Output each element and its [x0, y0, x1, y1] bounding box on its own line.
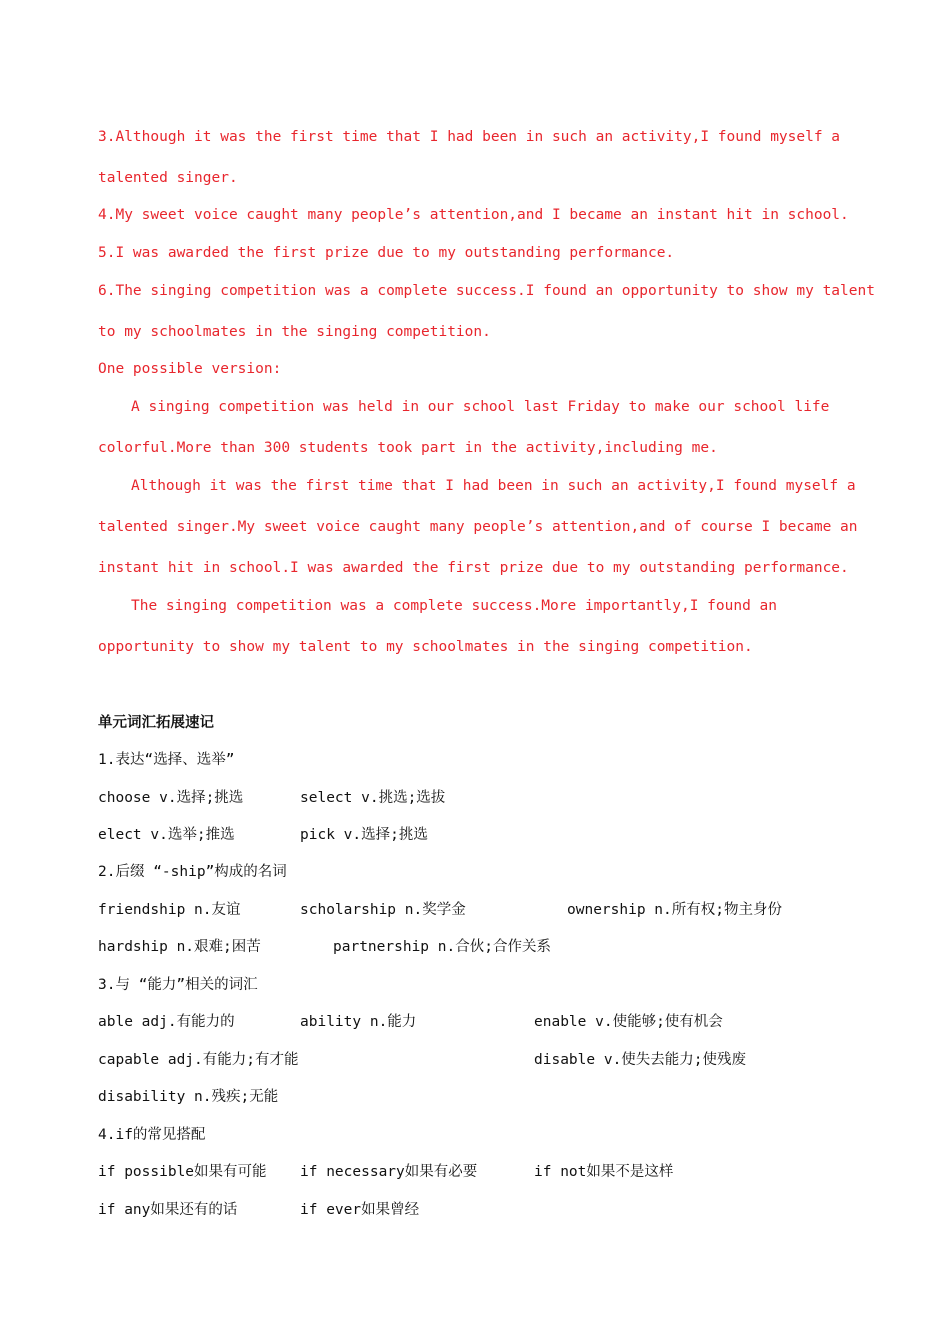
- vocab-item: if necessary如果有必要: [300, 1164, 478, 1180]
- vocab-item: if possible如果有可能: [98, 1164, 267, 1180]
- answer-line-5: 5.I was awarded the first prize due to my outstanding performance.: [98, 245, 675, 261]
- vocab-item: enable v.使能够;使有机会: [534, 1014, 723, 1030]
- essay-line: colorful.More than 300 students took part in the activity,including me.: [98, 440, 718, 456]
- answer-line-6a: 6.The singing competition was a complete success.I found an opportunity to show my talent: [98, 283, 875, 299]
- answer-line-3b: talented singer.: [98, 170, 238, 186]
- vocab-item: capable adj.有能力;有才能: [98, 1052, 299, 1068]
- vocab-item: pick v.选择;挑选: [300, 827, 428, 843]
- vocab-item: elect v.选举;推选: [98, 827, 235, 843]
- answer-line-3a: 3.Although it was the first time that I had been in such an activity,I found myself a: [98, 129, 841, 145]
- vocab-group-title: 1.表达“选择、选举”: [98, 752, 235, 768]
- vocab-item: if ever如果曾经: [300, 1202, 420, 1218]
- essay-line: A singing competition was held in our school last Friday to make our school life: [131, 399, 830, 415]
- vocab-item: ownership n.所有权;物主身份: [567, 902, 782, 918]
- essay-line: Although it was the first time that I had been in such an activity,I found myself a: [131, 478, 856, 494]
- vocab-item: able adj.有能力的: [98, 1014, 235, 1030]
- vocab-item: select v.挑选;选拔: [300, 790, 446, 806]
- vocab-item: scholarship n.奖学金: [300, 902, 466, 918]
- essay-line: opportunity to show my talent to my schoolmates in the singing competition.: [98, 639, 753, 655]
- vocab-item: friendship n.友谊: [98, 902, 241, 918]
- vocab-item: if any如果还有的话: [98, 1202, 238, 1218]
- vocab-item: choose v.选择;挑选: [98, 790, 244, 806]
- vocab-title: 单元词汇拓展速记: [98, 715, 214, 731]
- essay-line: The singing competition was a complete success.More importantly,I found an: [131, 598, 778, 614]
- essay-line: instant hit in school.I was awarded the first prize due to my outstanding performance.: [98, 560, 849, 576]
- vocab-item: hardship n.艰难;困苦: [98, 939, 261, 955]
- version-label: One possible version:: [98, 361, 282, 377]
- vocab-group-title: 3.与 “能力”相关的词汇: [98, 977, 258, 993]
- essay-line: talented singer.My sweet voice caught many people’s attention,and of course I became an: [98, 519, 858, 535]
- vocab-item: ability n.能力: [300, 1014, 417, 1030]
- answer-line-4: 4.My sweet voice caught many people’s attention,and I became an instant hit in school.: [98, 207, 849, 223]
- answer-line-6b: to my schoolmates in the singing competition.: [98, 324, 491, 340]
- vocab-item: disable v.使失去能力;使残废: [534, 1052, 747, 1068]
- vocab-group-title: 2.后缀 “-ship”构成的名词: [98, 864, 287, 880]
- vocab-item: disability n.残疾;无能: [98, 1089, 279, 1105]
- vocab-item: if not如果不是这样: [534, 1164, 674, 1180]
- vocab-group-title: 4.if的常见搭配: [98, 1127, 206, 1143]
- vocab-item: partnership n.合伙;合作关系: [333, 939, 551, 955]
